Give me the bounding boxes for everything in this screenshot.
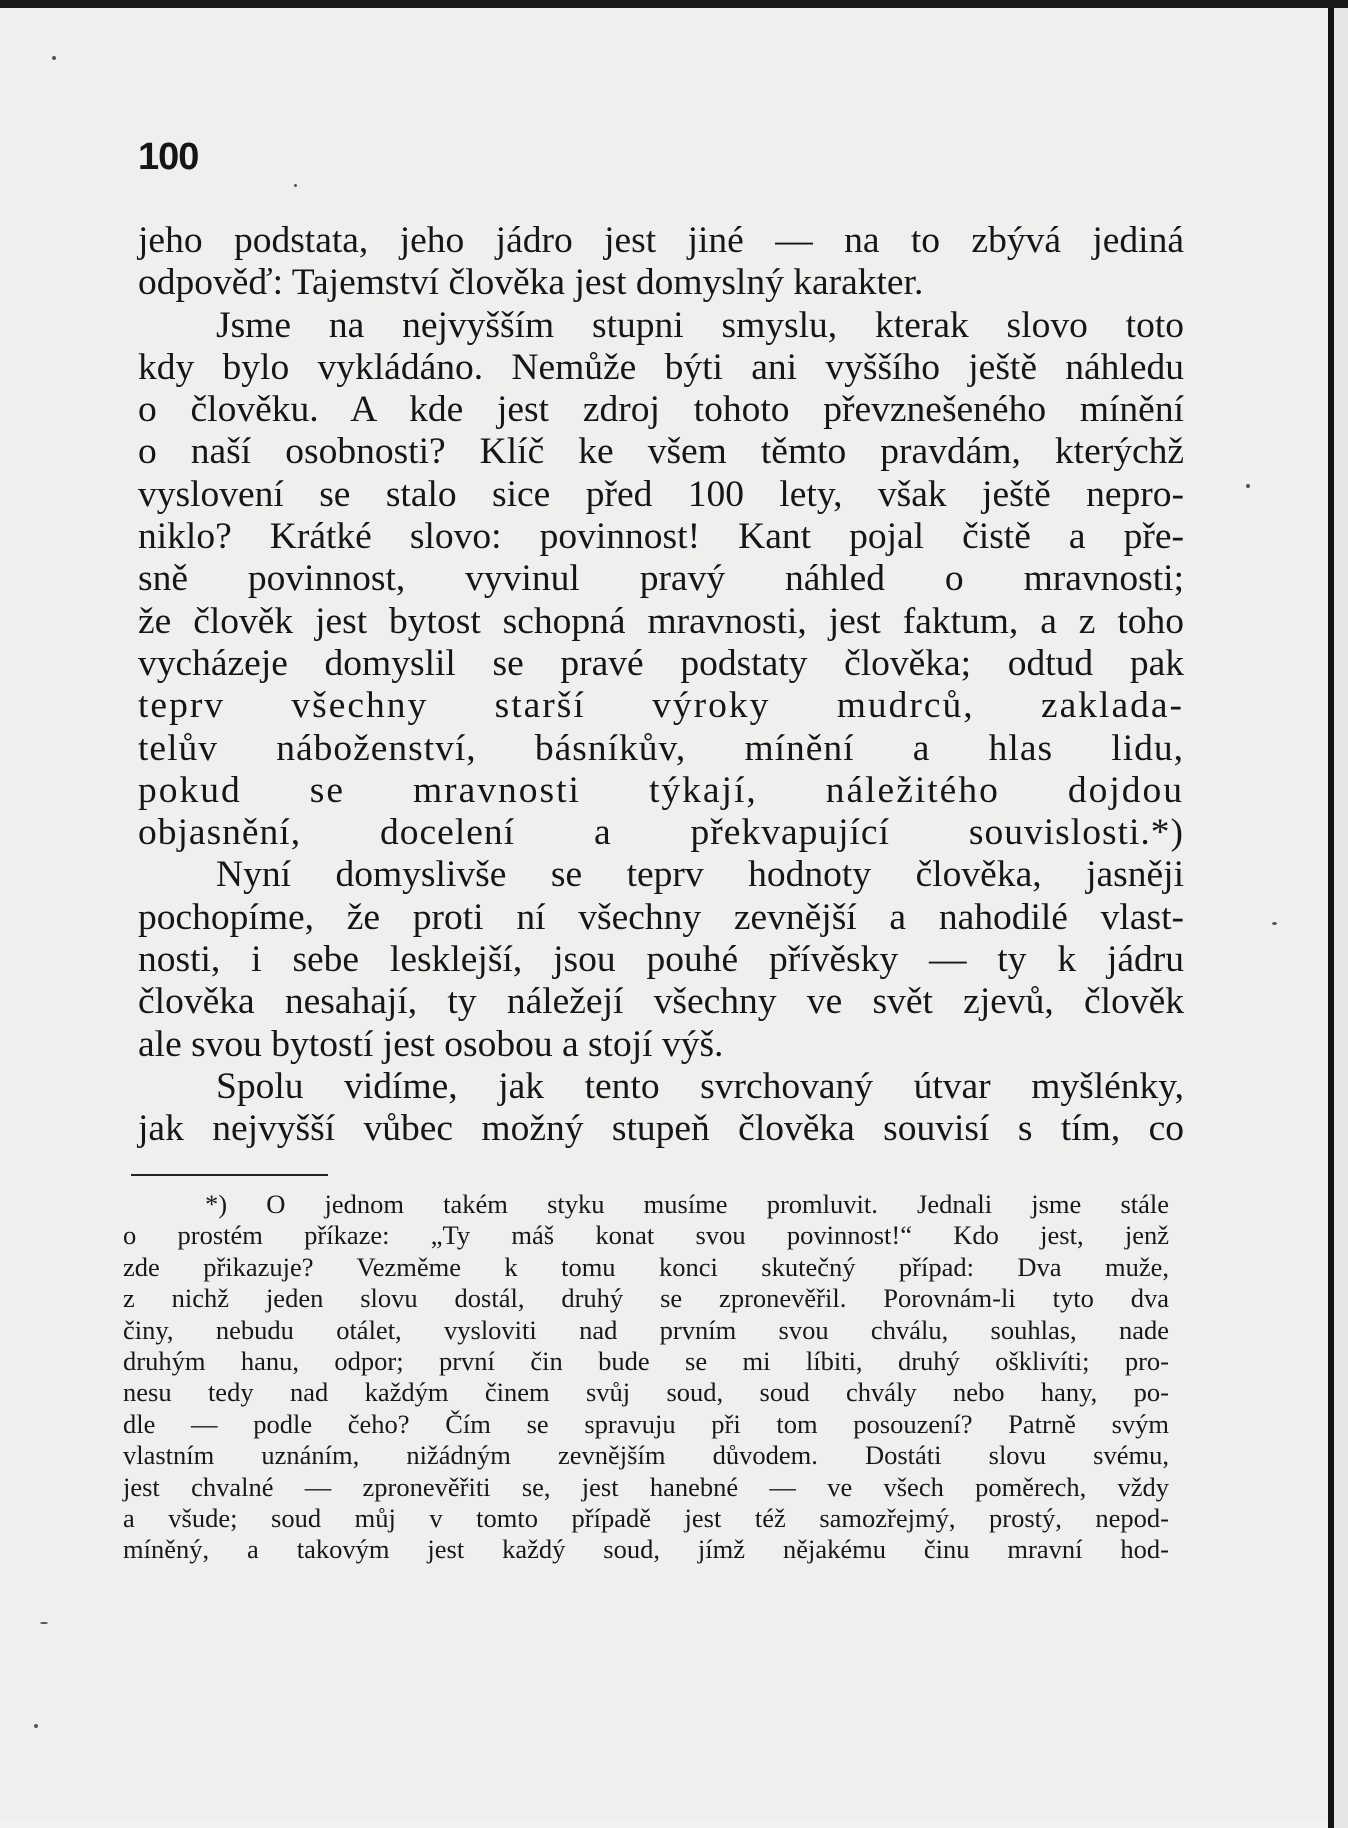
page-margin-right bbox=[1334, 8, 1348, 1828]
scan-speck bbox=[1272, 922, 1277, 925]
body-line: o naší osobnosti? Klíč ke všem těmto pravdám, kterýchž bbox=[138, 431, 1184, 473]
footnote-line: druhým hanu, odpor; první čin bude se mi líbiti, druhý ošklivíti; pro- bbox=[123, 1346, 1169, 1377]
body-line: telův náboženství, básníkův, mínění a hlas lidu, bbox=[138, 727, 1184, 769]
body-line: objasnění, docelení a překvapující souvislosti.*) bbox=[138, 812, 1184, 854]
body-line: Spolu vidíme, jak tento svrchovaný útvar myšlénky, bbox=[216, 1065, 1184, 1107]
scan-speck bbox=[34, 1724, 38, 1728]
footnote-line: z nichž jeden slovu dostál, druhý se zpronevěřil. Porovnám-li tyto dva bbox=[123, 1283, 1169, 1314]
footnote-line: dle — podle čeho? Čím se spravuju při tom posouzení? Patrně svým bbox=[123, 1408, 1169, 1439]
body-line: sně povinnost, vyvinul pravý náhled o mravnosti; bbox=[138, 558, 1184, 600]
body-line: jak nejvyšší vůbec možný stupeň člověka souvisí s tím, co bbox=[138, 1108, 1184, 1150]
scan-speck bbox=[52, 56, 56, 60]
footnote-line: míněný, a takovým jest každý soud, jímž nějakému činu mravní hod- bbox=[123, 1534, 1169, 1565]
body-line: teprv všechny starší výroky mudrců, zaklada- bbox=[138, 685, 1184, 727]
body-line: že člověk jest bytost schopná mravnosti, jest faktum, a z toho bbox=[138, 600, 1184, 642]
footnote-line: a všude; soud můj v tomto případě jest též samozřejmý, prostý, nepod- bbox=[123, 1503, 1169, 1534]
scan-speck bbox=[1246, 484, 1250, 488]
body-line: pochopíme, že proti ní všechny zevnější a nahodilé vlast- bbox=[138, 896, 1184, 938]
page-number: 100 bbox=[138, 136, 199, 178]
footnote-line: vlastním uznáním, nižádným zevnějším důvodem. Dostáti slovu svému, bbox=[123, 1440, 1169, 1471]
page-edge-shadow bbox=[1328, 8, 1334, 1828]
footnote-separator bbox=[131, 1174, 328, 1176]
body-text bbox=[138, 220, 1184, 1151]
footnote-line: *) O jednom takém styku musíme promluvit. Jednali jsme stále bbox=[205, 1189, 1169, 1219]
body-line: jeho podstata, jeho jádro jest jiné — na to zbývá jediná bbox=[138, 220, 1184, 261]
body-line: kdy bylo vykládáno. Nemůže býti ani vyššího ještě náhledu bbox=[138, 346, 1184, 388]
body-line: Nyní domyslivše se teprv hodnoty člověka, jasněji bbox=[216, 854, 1184, 896]
footnote-line: jest chvalné — zpronevěřiti se, jest hanebné — ve všech poměrech, vždy bbox=[123, 1471, 1169, 1502]
scan-speck bbox=[294, 184, 297, 187]
body-line: o člověku. A kde jest zdroj tohoto převznešeného mínění bbox=[138, 389, 1184, 431]
body-line: Jsme na nejvyšším stupni smyslu, kterak slovo toto bbox=[216, 304, 1184, 346]
body-line: pokud se mravnosti týkají, náležitého dojdou bbox=[138, 769, 1184, 811]
body-line: vyslovení se stalo sice před 100 lety, však ještě nepro- bbox=[138, 473, 1184, 515]
footnote-line: o prostém příkaze: „Ty máš konat svou povinnost!“ Kdo jest, jenž bbox=[123, 1220, 1169, 1251]
body-line: člověka nesahají, ty náležejí všechny ve svět zjevů, člověk bbox=[138, 981, 1184, 1023]
scan-speck bbox=[40, 1622, 48, 1624]
footnote bbox=[123, 1189, 1169, 1566]
body-line: odpověď: Tajemství člověka jest domyslný karakter. bbox=[138, 262, 924, 304]
footnote-line: nesu tedy nad každým činem svůj soud, soud chvály nebo hany, po- bbox=[123, 1377, 1169, 1408]
body-line: nosti, i sebe lesklejší, jsou pouhé přívěsky — ty k jádru bbox=[138, 939, 1184, 981]
body-line: niklo? Krátké slovo: povinnost! Kant pojal čistě a pře- bbox=[138, 516, 1184, 558]
footnote-line: zde přikazuje? Vezměme k tomu konci skutečný případ: Dva muže, bbox=[123, 1251, 1169, 1282]
footnote-line: činy, nebudu otálet, vysloviti nad prvním svou chválu, souhlas, nade bbox=[123, 1314, 1169, 1345]
body-line: vycházeje domyslil se pravé podstaty člověka; odtud pak bbox=[138, 642, 1184, 684]
body-line: ale svou bytostí jest osobou a stojí výš. bbox=[138, 1023, 724, 1065]
